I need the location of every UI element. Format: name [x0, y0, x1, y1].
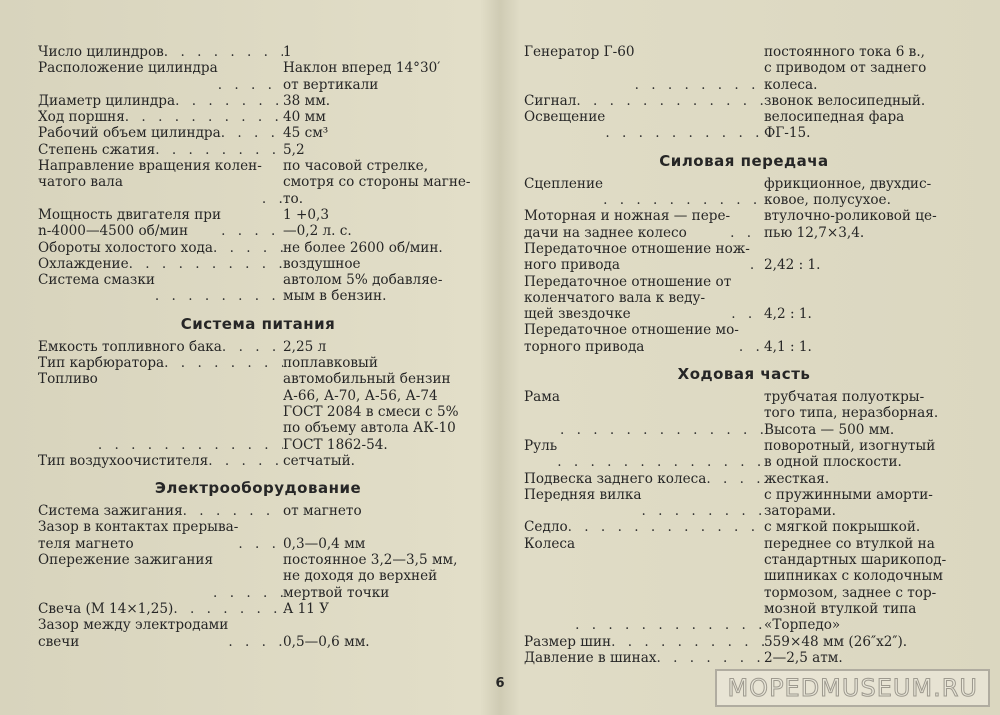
spec-value: с мягкой покрышкой.	[764, 519, 921, 536]
spec-row	[38, 240, 478, 256]
spec-row	[38, 207, 478, 240]
spec-label: Обороты холостого хода	[38, 239, 213, 256]
spec-label: Подвеска заднего колеса	[524, 470, 707, 487]
leader-dots	[125, 109, 283, 125]
leader-dots	[175, 93, 283, 109]
section-title-chassis: Ходовая часть	[677, 365, 811, 384]
leader-dots	[557, 454, 764, 470]
leader-dots	[155, 142, 283, 158]
spec-value: втулочно-роликовой це- пью 12,7×3,4.	[764, 208, 937, 241]
spec-row	[38, 93, 478, 109]
spec-value: не более 2600 об/мин.	[283, 239, 443, 256]
leader-dots	[576, 93, 764, 109]
spec-label: Размер шин	[524, 633, 612, 650]
leader-dots	[605, 125, 764, 141]
page-number: 6	[495, 676, 505, 691]
section-title-transmission: Силовая передача	[659, 151, 829, 170]
spec-value: переднее со втулкой на стандартных шарикопод- шипниках с колодочным тормозом, заднее с тор- мозной втулкой типа «Торпедо»	[764, 535, 947, 634]
spec-row	[38, 256, 478, 272]
spec-row	[38, 503, 478, 519]
leader-dots	[213, 585, 283, 601]
leader-dots	[173, 601, 283, 617]
leader-dots	[218, 77, 283, 93]
spec-row	[38, 142, 478, 158]
spec-label: Мощность двигателя при n-4000—4500 об/мин	[38, 206, 222, 240]
spec-value: 2—2,5 атм.	[764, 649, 843, 666]
spec-row	[38, 601, 478, 617]
leader-dots	[568, 519, 764, 535]
leader-dots	[228, 634, 283, 650]
spec-value: постоянного тока 6 в., с приводом от заднего колеса.	[764, 44, 927, 93]
spec-label: Расположение цилиндра	[38, 60, 218, 77]
leader-dots	[262, 191, 283, 207]
spec-value: 2,42 : 1.	[764, 257, 821, 274]
spec-row	[524, 519, 964, 535]
leader-dots	[611, 634, 764, 650]
spec-label: Седло	[524, 519, 568, 536]
spec-label: Число цилиндров	[38, 44, 164, 60]
spec-value: автомобильный бензин А-66, А-70, А-56, А-74 ГОСТ 2084 в смеси с 5% по объему автола АК-10 ГОСТ 1862-54.	[283, 371, 459, 453]
spec-row	[38, 355, 478, 371]
chassis-spec-list	[524, 389, 964, 666]
leader-dots	[603, 192, 764, 208]
spec-value: от магнето	[283, 503, 362, 520]
leader-dots	[208, 453, 283, 469]
transmission-spec-list	[524, 176, 964, 355]
leader-dots	[164, 44, 283, 60]
spec-label: Система смазки	[38, 272, 155, 289]
spec-label: Емкость топливного бака	[38, 338, 222, 355]
spec-label: Передаточное отношение мо- торного привода	[524, 322, 739, 355]
spec-row	[524, 389, 964, 438]
spec-value: 0,5—0,6 мм.	[283, 633, 370, 650]
spec-row	[38, 453, 478, 469]
leader-dots	[642, 503, 765, 519]
section-title-electrical: Электрооборудование	[154, 479, 362, 498]
spec-value: Наклон вперед 14°30′ от вертикали	[283, 60, 441, 93]
spec-label: Сигнал	[524, 92, 577, 109]
spec-value: жесткая.	[764, 470, 830, 487]
spec-value: трубчатая полуоткры- того типа, неразборная. Высота — 500 мм.	[764, 389, 939, 438]
spec-row	[524, 322, 964, 355]
spec-row	[38, 158, 478, 207]
spec-row	[38, 60, 478, 93]
spec-label: Передаточное отношение от коленчатого вала к веду- щей звездочке	[524, 273, 732, 323]
spec-label: Свеча (М 14×1,25)	[38, 600, 174, 617]
spec-value: постоянное 3,2—3,5 мм, не доходя до верхней мертвой точки	[283, 552, 458, 601]
section-title-fuel-system: Система питания	[180, 314, 336, 333]
spec-label: Степень сжатия	[38, 141, 156, 158]
leader-dots	[731, 306, 764, 322]
engine-spec-list	[38, 44, 478, 305]
spec-value: 38 мм.	[283, 92, 331, 109]
spec-value: воздушное	[283, 255, 361, 272]
spec-value: 4,1 : 1.	[764, 338, 812, 355]
leader-dots	[98, 437, 283, 453]
spec-label: Давление в шинах	[524, 649, 657, 666]
leader-dots	[739, 339, 764, 355]
spec-row	[524, 650, 964, 666]
spec-value: 559×48 мм (26″х2″).	[764, 633, 908, 650]
spec-row	[524, 471, 964, 487]
leader-dots	[560, 422, 764, 438]
spec-label: Колеса	[524, 535, 576, 552]
spec-row	[524, 208, 964, 241]
spec-row	[38, 109, 478, 125]
spec-label: Передаточное отношение нож- ного привода	[524, 240, 750, 274]
spec-label: Охлаждение	[38, 255, 129, 272]
spec-label: Топливо	[38, 371, 98, 388]
leader-dots	[635, 77, 764, 93]
spec-row	[524, 634, 964, 650]
spec-value: 1	[283, 44, 292, 60]
watermark-logo: MOPEDMUSEUM.RU	[715, 669, 990, 707]
spec-row	[524, 536, 964, 634]
spec-row	[38, 519, 478, 552]
spec-label: Генератор Г-60	[524, 44, 635, 60]
spec-label: Зазор между электродами свечи	[38, 617, 229, 650]
spec-row	[524, 109, 964, 142]
spec-value: А 11 У	[283, 600, 330, 617]
spec-value: 5,2	[283, 141, 305, 158]
spec-row	[524, 438, 964, 471]
spec-row	[38, 44, 478, 60]
spec-row	[524, 44, 964, 93]
spec-label: Рама	[524, 389, 560, 406]
spec-value: автолом 5% добавляе- мым в бензин.	[283, 272, 443, 305]
leader-dots	[221, 223, 283, 239]
spec-value: 0,3—0,4 мм	[283, 535, 366, 552]
spec-label: Рабочий объем цилиндра	[38, 125, 221, 142]
spec-row	[524, 241, 964, 274]
spec-value: по часовой стрелке, смотря со стороны магне- то.	[283, 158, 471, 207]
spec-label: Диаметр цилиндра	[38, 92, 176, 109]
electrical-spec-list	[38, 503, 478, 650]
left-column	[38, 44, 478, 650]
leader-dots	[750, 257, 764, 273]
spec-value: 40 мм	[283, 109, 326, 126]
spec-row	[524, 176, 964, 209]
spec-row	[524, 274, 964, 323]
fuel-spec-list	[38, 339, 478, 469]
leader-dots	[730, 225, 764, 241]
leader-dots	[222, 339, 283, 355]
leader-dots	[129, 256, 283, 272]
spec-label: Ход поршня	[38, 109, 125, 126]
spec-row	[38, 617, 478, 650]
generator-spec-list	[524, 44, 964, 142]
leader-dots	[213, 240, 283, 256]
spec-value: поплавковый	[283, 355, 378, 372]
spec-label: Опережение зажигания	[38, 552, 214, 569]
spec-label: Освещение	[524, 109, 606, 126]
spec-value: звонок велосипедный.	[764, 92, 926, 109]
right-column	[524, 44, 964, 666]
spec-row	[524, 93, 964, 109]
spec-row	[524, 487, 964, 520]
spec-row	[38, 272, 478, 305]
spec-value: фрикционное, двухдис- ковое, полусухое.	[764, 175, 932, 209]
spec-label: Направление вращения колен- чатого вала	[38, 158, 262, 191]
spec-row	[38, 125, 478, 141]
spec-value: сетчатый.	[283, 452, 355, 469]
spec-row	[38, 552, 478, 601]
spec-label: Система зажигания	[38, 503, 183, 520]
leader-dots	[575, 617, 764, 633]
spec-value: поворотный, изогнутый в одной плоскости.	[764, 437, 936, 471]
leader-dots	[238, 536, 283, 552]
spec-label: Руль	[524, 437, 558, 454]
spec-value: 1 +0,3 —0,2 л. с.	[283, 206, 352, 240]
spec-label: Передняя вилка	[524, 486, 642, 503]
spec-row	[38, 371, 478, 452]
spec-label: Сцепление	[524, 175, 604, 192]
leader-dots	[221, 125, 283, 141]
spec-label: Тип воздухоочистителя	[38, 452, 209, 469]
leader-dots	[155, 288, 283, 304]
spec-label: Зазор в контактах прерыва- теля магнето	[38, 519, 239, 552]
spec-label: Моторная и ножная — пере- дачи на заднее колесо	[524, 208, 731, 241]
leader-dots	[706, 471, 764, 487]
spec-label: Тип карбюратора	[38, 355, 165, 372]
leader-dots	[164, 355, 283, 371]
spec-value: 2,25 л	[283, 338, 327, 355]
leader-dots	[183, 503, 283, 519]
leader-dots	[656, 650, 764, 666]
spec-value: 45 см³	[283, 125, 329, 142]
spec-value: велосипедная фара ФГ-15.	[764, 109, 905, 142]
spec-value: с пружинными аморти- заторами.	[764, 486, 933, 520]
spec-value: 4,2 : 1.	[764, 306, 812, 323]
spec-row	[38, 339, 478, 355]
